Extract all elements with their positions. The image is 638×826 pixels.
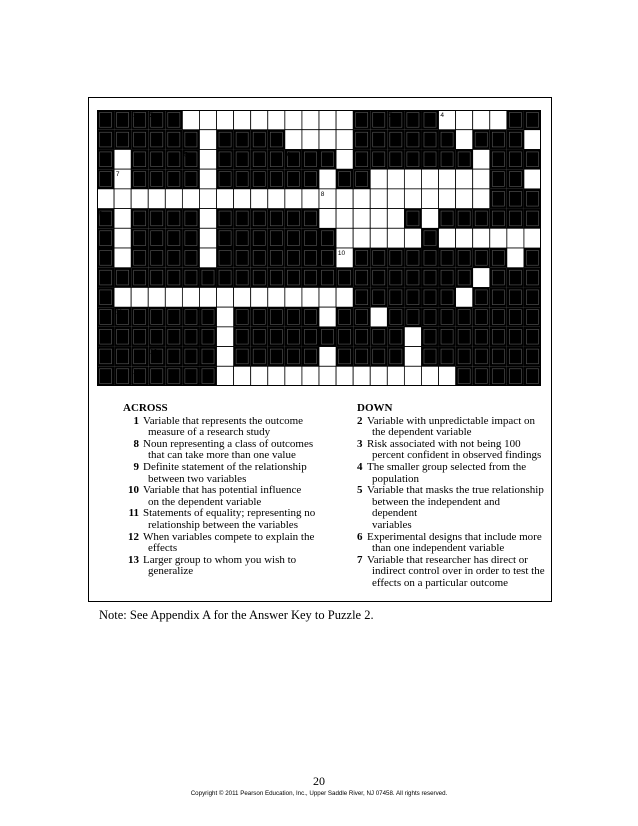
across-clue	[123, 555, 343, 578]
clue-number-label: 3	[357, 437, 363, 450]
answer-cell[interactable]	[285, 130, 302, 150]
answer-cell[interactable]	[404, 228, 421, 248]
clue-number-label: 7	[357, 553, 363, 566]
clue-text-line: variables	[372, 518, 412, 531]
answer-cell[interactable]	[114, 287, 131, 307]
clue-text-line: indirect control over in order to test the	[372, 565, 545, 578]
answer-cell[interactable]	[336, 189, 353, 209]
answer-cell[interactable]	[490, 110, 507, 130]
clue-text-line: generalize	[148, 565, 194, 578]
answer-cell[interactable]	[387, 228, 404, 248]
answer-cell[interactable]	[319, 347, 336, 367]
answer-cell[interactable]	[421, 366, 438, 386]
down-clue	[357, 532, 547, 555]
answer-cell[interactable]	[234, 287, 251, 307]
answer-cell[interactable]	[199, 169, 216, 189]
clue-text-line: than one independent variable	[372, 542, 505, 555]
answer-cell[interactable]	[439, 169, 456, 189]
answer-cell[interactable]	[268, 189, 285, 209]
clue-number: 2	[150, 112, 154, 119]
answer-cell[interactable]	[268, 287, 285, 307]
answer-cell[interactable]	[251, 189, 268, 209]
answer-cell[interactable]	[421, 209, 438, 229]
answer-cell[interactable]	[336, 287, 353, 307]
answer-cell[interactable]	[217, 366, 234, 386]
answer-cell[interactable]	[319, 209, 336, 229]
answer-cell[interactable]	[370, 189, 387, 209]
answer-cell[interactable]	[490, 228, 507, 248]
answer-cell[interactable]	[387, 189, 404, 209]
answer-cell[interactable]	[217, 110, 234, 130]
answer-cell[interactable]	[353, 189, 370, 209]
across-clue	[123, 532, 343, 555]
across-heading: ACROSS	[123, 402, 168, 414]
clue-number: 8	[320, 190, 325, 198]
answer-cell[interactable]	[473, 110, 490, 130]
clue-text-line: Variable with unpredictable impact on	[367, 414, 535, 427]
answer-cell[interactable]	[199, 287, 216, 307]
answer-cell[interactable]	[353, 228, 370, 248]
crossword-grid	[97, 110, 541, 386]
down-clues	[357, 403, 547, 590]
answer-cell[interactable]	[370, 366, 387, 386]
clue-number: 13	[132, 368, 141, 376]
down-clue	[357, 555, 547, 590]
answer-cell[interactable]	[97, 189, 114, 209]
answer-cell[interactable]	[285, 189, 302, 209]
answer-cell[interactable]	[507, 228, 524, 248]
answer-cell[interactable]	[217, 189, 234, 209]
answer-cell[interactable]	[456, 287, 473, 307]
clue-number: 12	[150, 348, 158, 356]
clue-text-line: Variable that masks the true relationship	[367, 484, 544, 497]
clue-number: 9	[98, 210, 103, 218]
answer-cell[interactable]	[456, 130, 473, 150]
answer-cell[interactable]	[473, 268, 490, 288]
answer-cell[interactable]	[404, 327, 421, 347]
answer-cell[interactable]	[285, 287, 302, 307]
down-heading: DOWN	[357, 402, 393, 414]
answer-cell[interactable]	[421, 189, 438, 209]
answer-cell[interactable]	[302, 130, 319, 150]
clue-text-line: measure of a research study	[148, 426, 271, 439]
answer-cell[interactable]	[421, 169, 438, 189]
answer-cell[interactable]	[182, 287, 199, 307]
answer-cell[interactable]	[336, 228, 353, 248]
answer-cell[interactable]	[131, 287, 148, 307]
answer-cell[interactable]	[353, 366, 370, 386]
across-list	[123, 416, 343, 578]
clue-text-line: Risk associated with not being 100	[367, 437, 521, 450]
answer-cell[interactable]	[439, 189, 456, 209]
across-clue	[123, 416, 343, 439]
clue-number: 1	[132, 112, 137, 119]
answer-cell[interactable]	[268, 110, 285, 130]
answer-cell[interactable]	[319, 366, 336, 386]
clue-text-line: When variables compete to explain the	[143, 530, 315, 543]
answer-cell[interactable]	[234, 366, 251, 386]
answer-cell[interactable]	[114, 149, 131, 169]
answer-cell[interactable]	[285, 366, 302, 386]
clue-number: 7	[115, 171, 120, 179]
across-clue	[123, 439, 343, 462]
answer-cell[interactable]	[404, 189, 421, 209]
answer-cell[interactable]	[302, 189, 319, 209]
answer-cell[interactable]	[370, 209, 387, 229]
answer-cell[interactable]	[217, 327, 234, 347]
copyright-notice: Copyright © 2011 Pearson Education, Inc., Upper Saddle River, NJ 07458. All rights reserved.	[190, 790, 448, 797]
down-clue	[357, 462, 547, 485]
clue-text-line: Variable that researcher has direct or	[367, 553, 528, 566]
down-list	[357, 416, 547, 590]
answer-cell[interactable]	[217, 307, 234, 327]
answer-cell[interactable]	[302, 287, 319, 307]
answer-cell[interactable]	[182, 189, 199, 209]
clue-number-label: 5	[357, 484, 363, 497]
answer-cell[interactable]	[199, 149, 216, 169]
answer-cell[interactable]	[199, 248, 216, 268]
clue-number: 11	[115, 309, 123, 317]
down-clue	[357, 416, 547, 439]
answer-cell[interactable]	[217, 347, 234, 367]
answer-cell[interactable]	[370, 228, 387, 248]
across-clue	[123, 485, 343, 508]
clue-number-label: 9	[133, 460, 139, 473]
answer-cell[interactable]	[148, 287, 165, 307]
answer-cell[interactable]	[217, 287, 234, 307]
answer-cell[interactable]	[114, 228, 131, 248]
clue-number-label: 13	[128, 553, 139, 566]
answer-cell[interactable]	[370, 169, 387, 189]
answer-cell[interactable]	[336, 209, 353, 229]
answer-cell[interactable]	[302, 110, 319, 130]
clue-text-line: percent confident in observed findings	[372, 449, 542, 462]
clue-text-line: effects on a particular outcome	[372, 576, 509, 589]
clue-text-line: between the independent and dependent	[372, 495, 500, 520]
answer-cell[interactable]	[114, 209, 131, 229]
answer-cell[interactable]	[251, 366, 268, 386]
clue-number-label: 12	[128, 530, 139, 543]
across-clue	[123, 462, 343, 485]
answer-cell[interactable]	[199, 189, 216, 209]
answer-cell[interactable]	[199, 130, 216, 150]
answer-cell[interactable]	[165, 287, 182, 307]
clue-number: 4	[440, 112, 444, 119]
answer-cell[interactable]	[199, 209, 216, 229]
answer-cell[interactable]	[473, 189, 490, 209]
answer-cell[interactable]	[182, 110, 199, 130]
clue-text-line: Definite statement of the relationship	[143, 460, 307, 473]
clue-text-line: Experimental designs that include more	[367, 530, 542, 543]
answer-cell[interactable]	[319, 130, 336, 150]
answer-cell[interactable]	[370, 307, 387, 327]
answer-cell[interactable]	[387, 169, 404, 189]
across-clue	[123, 508, 343, 531]
answer-cell[interactable]	[473, 149, 490, 169]
answer-cell[interactable]	[114, 248, 131, 268]
answer-cell[interactable]	[524, 130, 541, 150]
answer-cell[interactable]	[336, 149, 353, 169]
answer-cell[interactable]	[319, 287, 336, 307]
answer-cell[interactable]	[387, 366, 404, 386]
clue-text-line: Variable that has potential influence	[143, 484, 302, 497]
answer-cell[interactable]	[524, 228, 541, 248]
answer-cell[interactable]	[456, 169, 473, 189]
clue-number-label: 1	[133, 414, 139, 427]
answer-cell[interactable]	[404, 347, 421, 367]
answer-cell[interactable]	[336, 130, 353, 150]
answer-cell[interactable]	[336, 110, 353, 130]
answer-cell[interactable]	[473, 169, 490, 189]
answer-cell[interactable]	[148, 189, 165, 209]
clue-number: 6	[286, 151, 291, 159]
clue-text-line: Variable that represents the outcome	[143, 414, 304, 427]
down-clue	[357, 485, 547, 531]
answer-cell[interactable]	[319, 169, 336, 189]
answer-cell[interactable]	[524, 169, 541, 189]
answer-key-note: Note: See Appendix A for the Answer Key to Puzzle 2.	[99, 608, 374, 622]
clue-number-label: 11	[128, 507, 139, 520]
answer-cell[interactable]	[199, 110, 216, 130]
answer-cell[interactable]	[439, 366, 456, 386]
clue-number-label: 6	[357, 530, 363, 543]
clue-text-line: that can take more than one value	[148, 449, 296, 462]
answer-cell[interactable]	[199, 228, 216, 248]
clue-number-label: 10	[128, 484, 139, 497]
answer-cell[interactable]	[302, 366, 319, 386]
answer-cell[interactable]	[507, 248, 524, 268]
clue-text-line: effects	[148, 542, 178, 555]
clue-number: 10	[337, 250, 346, 257]
across-clues	[123, 403, 343, 578]
clue-text-line: between two variables	[148, 472, 247, 485]
answer-cell[interactable]	[114, 189, 131, 209]
answer-cell[interactable]	[353, 209, 370, 229]
page-number: 20	[313, 774, 325, 788]
clue-number-label: 4	[357, 460, 363, 473]
answer-cell[interactable]	[251, 287, 268, 307]
answer-cell[interactable]	[387, 209, 404, 229]
answer-cell[interactable]	[234, 189, 251, 209]
clue-text-line: Noun representing a class of outcomes	[143, 437, 314, 450]
answer-cell[interactable]	[319, 307, 336, 327]
clue-text-line: Larger group to whom you wish to	[143, 553, 297, 566]
clue-number-label: 2	[357, 414, 363, 427]
answer-cell[interactable]	[439, 228, 456, 248]
down-clue	[357, 439, 547, 462]
answer-cell[interactable]	[251, 110, 268, 130]
answer-cell[interactable]	[473, 228, 490, 248]
answer-cell[interactable]	[404, 366, 421, 386]
clue-text-line: on the dependent variable	[148, 495, 262, 508]
answer-cell[interactable]	[234, 110, 251, 130]
answer-cell[interactable]	[285, 110, 302, 130]
clue-number-label: 8	[133, 437, 139, 450]
answer-cell[interactable]	[268, 366, 285, 386]
answer-cell[interactable]	[456, 110, 473, 130]
clue-text-line: Statements of equality; representing no	[143, 507, 316, 520]
answer-cell[interactable]	[319, 110, 336, 130]
answer-cell[interactable]	[456, 189, 473, 209]
answer-cell[interactable]	[456, 228, 473, 248]
clue-number: 5	[184, 151, 188, 159]
answer-cell[interactable]	[131, 189, 148, 209]
clue-text-line: relationship between the variables	[148, 518, 298, 531]
clue-number: 3	[389, 112, 393, 119]
clue-text-line: population	[372, 472, 420, 485]
clue-text-line: the dependent variable	[372, 426, 472, 439]
clue-text-line: The smaller group selected from the	[367, 460, 527, 473]
answer-cell[interactable]	[336, 366, 353, 386]
answer-cell[interactable]	[165, 189, 182, 209]
answer-cell[interactable]	[404, 169, 421, 189]
